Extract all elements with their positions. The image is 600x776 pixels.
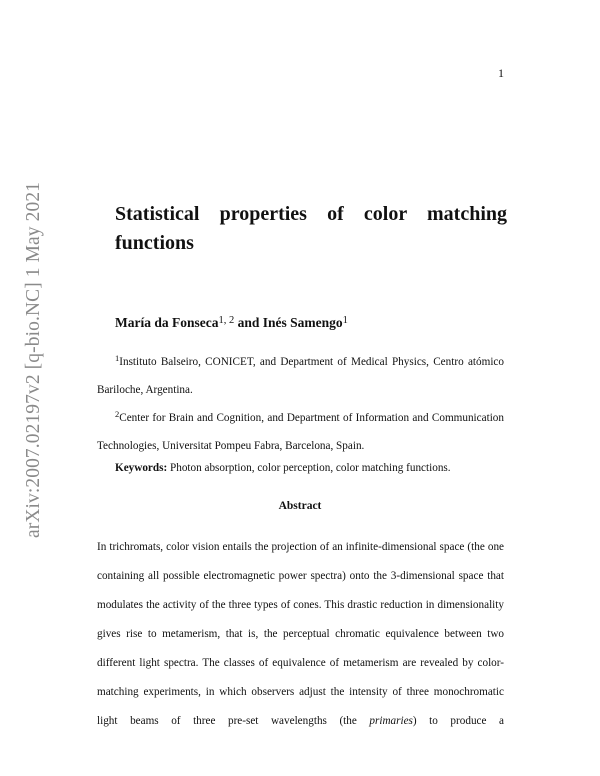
affiliation-mark: 1 [115, 353, 120, 363]
affiliation-2 [97, 400, 504, 460]
page-number: 1 [498, 66, 504, 80]
affiliation-text: Instituto Balseiro, CONICET, and Department of Medical Physics, Centro atómico Bariloche, Argentina. [97, 356, 504, 396]
abstract-body [97, 533, 504, 736]
keywords-text: Photon absorption, color perception, color matching functions. [167, 462, 451, 474]
author-name: María da Fonseca [115, 315, 219, 330]
keywords [115, 462, 451, 474]
abstract-heading: Abstract [278, 500, 322, 512]
affiliation-text: Center for Brain and Cognition, and Department of Information and Communication Technologies, Universitat Pompeu Fabra, Barcelona, Spain. [97, 412, 504, 452]
author-list [115, 315, 348, 331]
affiliation-mark: 1 [342, 315, 348, 326]
author-name: Inés Samengo [262, 315, 343, 330]
affiliation-mark: 2 [115, 409, 120, 419]
abstract-text-part: ) to produce a [412, 715, 504, 727]
paper-title: Statistical properties of color matching functions [115, 203, 507, 254]
abstract-text-part: In trichromats, color vision entails the projection of an infinite-dimensional space (the one containing all possible electromagnetic power spectra) onto the 3-dimensional space that modulates the activity of the three types of cones. This drastic reduction in dimensionality gives rise to metamerism, that is, the perceptual chromatic equivalence between two different light spectra. The classes of equivalence of metamerism are revealed by color-matching experiments, in which observers adjust the intensity of three monochromatic light beams of three pre-set wavelengths (the [97, 541, 504, 727]
affiliation-1 [97, 344, 504, 404]
keywords-label: Keywords: [115, 462, 168, 474]
arxiv-identifier: arXiv:2007.02197v2 [q-bio.NC] 1 May 2021 [23, 181, 44, 539]
abstract-italic-term: primaries [369, 715, 413, 727]
author-joiner: and [234, 315, 263, 330]
affiliation-mark: 1, 2 [218, 315, 235, 326]
